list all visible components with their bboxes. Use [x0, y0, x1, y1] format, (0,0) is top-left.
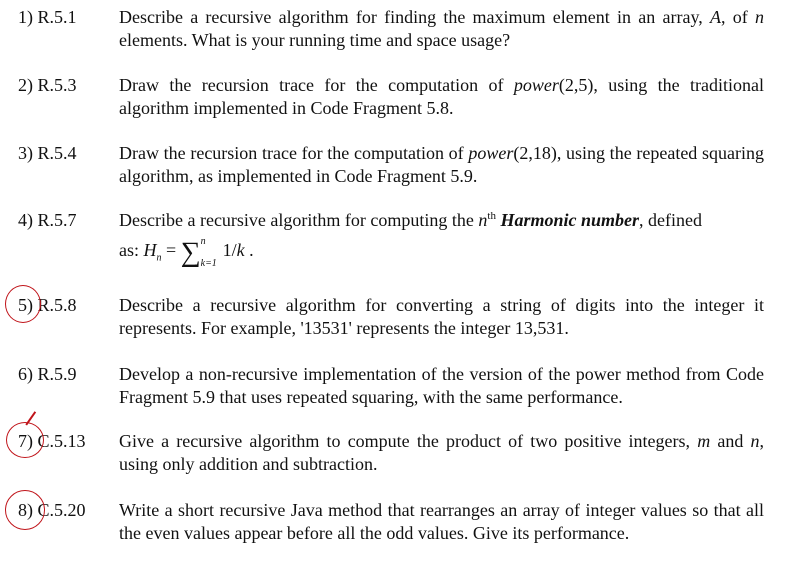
problem-text: Draw the recursion trace for the computation of power(2,18), using the repeated squaring algorithm, as implemented in Code Fragment 5.9.	[119, 143, 764, 186]
problem-text: Give a recursive algorithm to compute the product of two positive integers, m and n, using only addition and subtraction.	[119, 431, 764, 474]
harmonic-formula: as: $H_n$ = ∑ n k=1 1/k .	[119, 236, 254, 269]
harmonic-term: Harmonic number	[500, 210, 639, 230]
problem-text: Describe a recursive algorithm for computing the $n^{th}$ Harmonic number, defined as: $H_n$ = ∑ n k=1 1/k .	[119, 209, 764, 270]
problem-text: Describe a recursive algorithm for converting a string of digits into the integer it represents. For example, '13531' represents the integer 13,531.	[119, 295, 764, 338]
problem-number: 5) R.5.8	[18, 295, 77, 315]
problem-text: Describe a recursive algorithm for finding the maximum element in an array, A, of n elements. What is your running time and space usage?	[119, 7, 764, 50]
problem-text: Write a short recursive Java method that rearranges an array of integer values so that all the even values appear before all the odd values. Give its performance.	[119, 500, 764, 543]
red-circle-mark-5	[5, 285, 41, 323]
sigma-symbol: ∑	[180, 237, 201, 268]
problem-number: 2) R.5.3	[18, 75, 77, 95]
problem-text: Develop a non-recursive implementation of the version of the power method from Code Fragment 5.9 that uses repeated squaring, with the same performance.	[119, 364, 764, 407]
red-circle-mark-7	[6, 422, 44, 458]
problem-number: 4) R.5.7	[18, 210, 77, 230]
red-circle-mark-8	[5, 490, 45, 530]
problem-number: 6) R.5.9	[18, 364, 77, 384]
problem-number: 7) C.5.13	[18, 431, 86, 451]
problem-number: 1) R.5.1	[18, 7, 77, 27]
problem-text: Draw the recursion trace for the computation of power(2,5), using the traditional algorithm implemented in Code Fragment 5.8.	[119, 75, 764, 118]
problem-number: 8) C.5.20	[18, 500, 86, 520]
problem-number: 3) R.5.4	[18, 143, 77, 163]
